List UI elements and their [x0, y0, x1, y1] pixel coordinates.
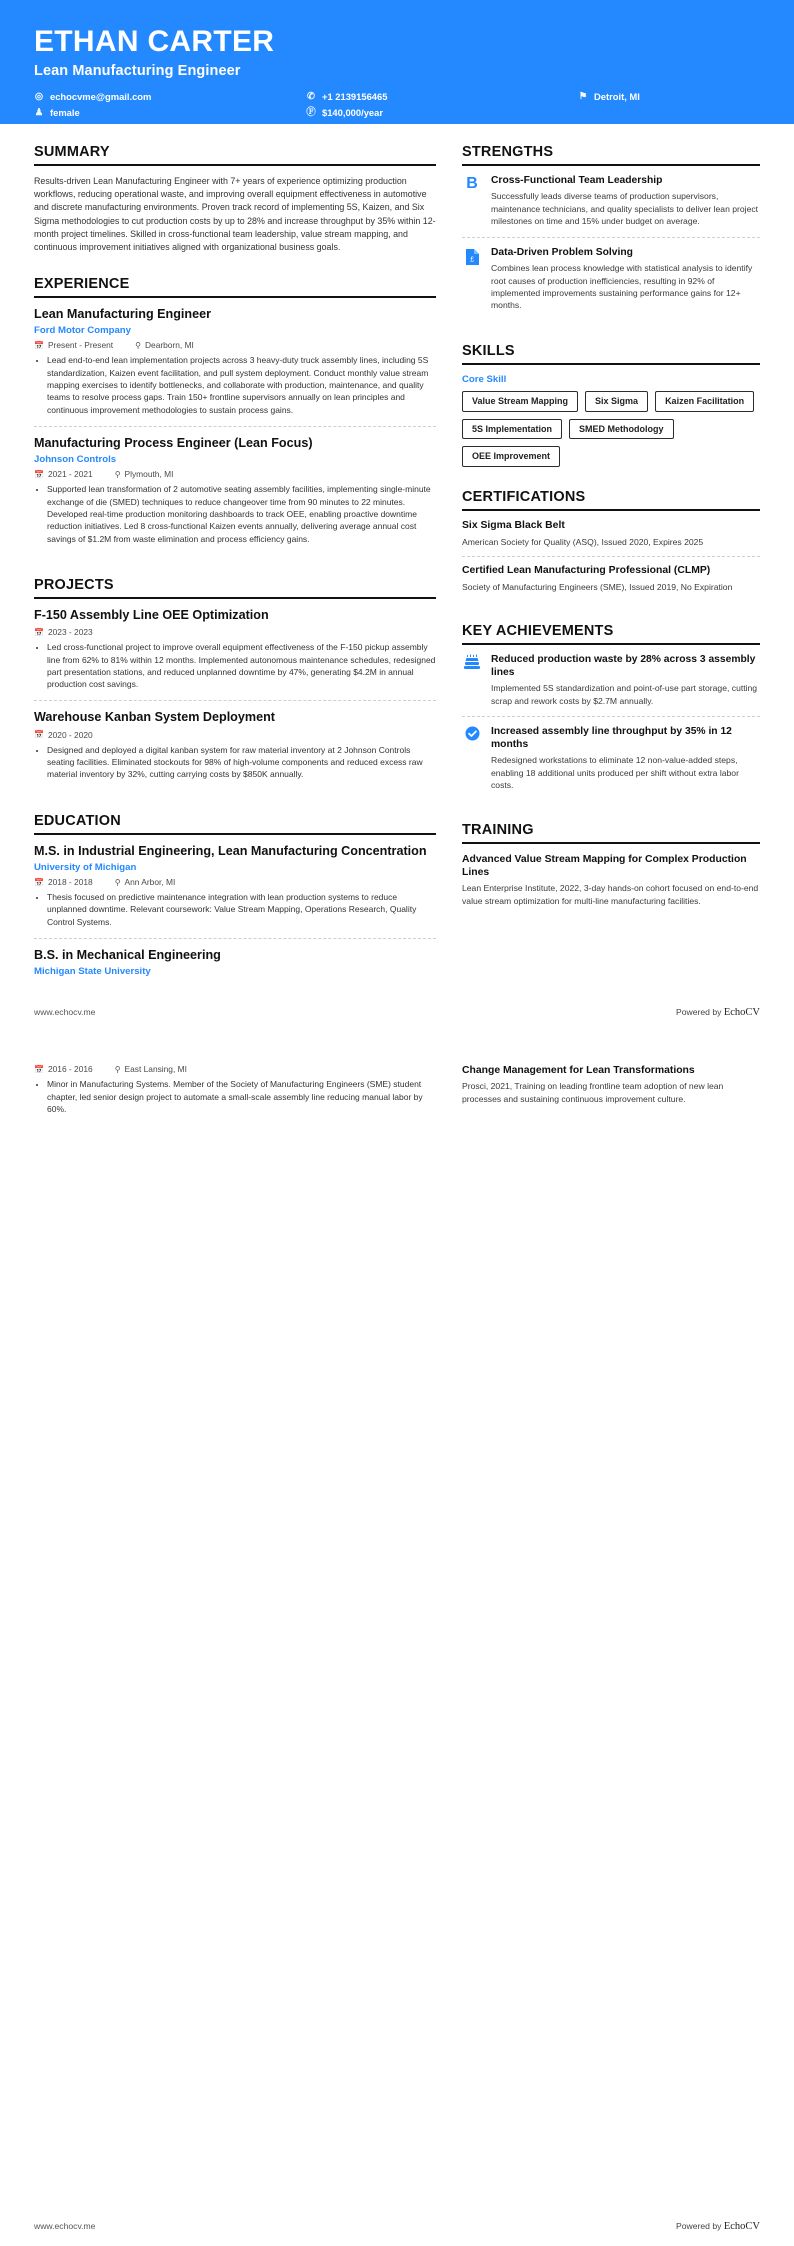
training-name: Change Management for Lean Transformations: [462, 1065, 695, 1077]
resume-body: [0, 124, 794, 985]
certification-item: [462, 520, 760, 556]
experience-meta: [34, 340, 436, 350]
skills-chip-list: [462, 391, 760, 467]
experience-location: [115, 469, 174, 479]
footer-powered-by: [676, 2221, 760, 2232]
footer-website[interactable]: www.echocv.me: [34, 2221, 96, 2231]
education-bullet: • Minor in Manufacturing Systems. Member of the Society of Manufacturing Engineers (SME) student chapter, led senior design project to automate a small-scale assembly line reducing manual labor by 60%.: [47, 1078, 436, 1115]
project-dates: [34, 627, 93, 637]
experience-dates: [34, 469, 93, 479]
contact-phone[interactable]: [306, 92, 578, 102]
experience-location: [135, 340, 194, 350]
training-heading: TRAINING: [462, 822, 534, 839]
project-dates: [34, 730, 93, 740]
experience-divider: [34, 296, 436, 298]
certification-name: Six Sigma Black Belt: [462, 520, 565, 532]
calendar-icon: 📅: [34, 877, 44, 887]
contact-location: [578, 92, 760, 102]
skill-chip: 5S Implementation: [462, 419, 562, 440]
skill-chip: Value Stream Mapping: [462, 391, 578, 412]
summary-text: Results-driven Lean Manufacturing Engineer with 7+ years of experience optimizing production workflows, reducing operational waste, and improving overall equipment effectiveness in automotive and discrete manufacturing environments. Proven track record of implementing 5S, Kaizen, and Six Sigma methodologies to cut production costs by up to 28% and increase throughput by 35% within 12-month project timelines. Skilled in cross-functional team leadership, value stream mapping, and continuous improvement initiatives aligned with organizational business goals.: [34, 176, 436, 252]
achievement-title: Reduced production waste by 28% across 3 assembly lines: [491, 654, 756, 678]
projects-divider: [34, 597, 436, 599]
experience-location-value: Dearborn, MI: [145, 340, 194, 351]
location-icon: ⚲: [114, 1064, 121, 1074]
section-key-achievements: [462, 623, 760, 800]
contact-salary-value: $140,000/year: [322, 107, 383, 119]
email-icon: ◎: [34, 90, 44, 102]
footer-powered-prefix: Powered by: [676, 1007, 724, 1018]
strength-item: [462, 175, 760, 237]
section-projects: [34, 577, 436, 791]
training-item: [462, 1064, 760, 1113]
projects-heading: PROJECTS: [34, 576, 114, 593]
summary-divider: [34, 164, 436, 166]
education-location-value: East Lansing, MI: [124, 1064, 187, 1075]
phone-icon: ✆: [307, 90, 315, 102]
experience-item: [34, 426, 436, 555]
location-icon: ⚲: [114, 877, 121, 887]
education-dates: [34, 1064, 93, 1074]
skill-chip: Six Sigma: [585, 391, 648, 412]
project-item: [34, 700, 436, 790]
education-school: University of Michigan: [34, 862, 137, 874]
education-dates-value: 2016 - 2016: [47, 1064, 93, 1075]
location-icon: ⚲: [135, 340, 141, 350]
person-icon: ♟: [34, 107, 44, 118]
project-meta: [34, 730, 436, 740]
achievement-item: [462, 716, 760, 800]
calendar-icon: 📅: [34, 730, 44, 740]
project-bullets: [34, 744, 436, 781]
page-1-footer: [0, 1007, 794, 1018]
experience-bullet: • Lead end-to-end lean implementation projects across 3 heavy-duty truck assembly lines, including 5S standardization, Kaizen event facilitation, and pull system deployment. Conduct monthly value stream mapping exercises to identify bottlenecks, and collaborate with production, maintenance, and quality teams to resolve process gaps. Train 150+ frontline supervisors annually on lean principles and continuous improvement methodologies to sustain process gains.: [47, 354, 436, 416]
education-divider: [34, 833, 436, 835]
experience-heading: EXPERIENCE: [34, 276, 130, 293]
key-achievements-heading: KEY ACHIEVEMENTS: [462, 623, 614, 640]
document-chart-icon: [462, 247, 482, 267]
skills-divider: [462, 363, 760, 365]
summary-heading: SUMMARY: [34, 144, 110, 160]
contact-phone-value: +1 2139156465: [322, 90, 388, 102]
certifications-heading: CERTIFICATIONS: [462, 489, 586, 506]
page-2-footer: [0, 2221, 794, 2232]
skill-chip: Kaizen Facilitation: [655, 391, 754, 412]
experience-role: Lean Manufacturing Engineer: [34, 307, 212, 322]
experience-role: Manufacturing Process Engineer (Lean Focus): [34, 435, 313, 450]
strength-item: [462, 237, 760, 321]
project-name: Warehouse Kanban System Deployment: [34, 710, 275, 725]
footer-website[interactable]: www.echocv.me: [34, 1007, 96, 1018]
experience-location-value: Plymouth, MI: [124, 469, 174, 480]
footer-powered-by: [676, 1007, 760, 1018]
resume-page-1: [0, 0, 794, 1018]
education-location-value: Ann Arbor, MI: [124, 877, 176, 888]
section-summary: [34, 144, 436, 254]
skill-chip: OEE Improvement: [462, 446, 560, 467]
education-school: Michigan State University: [34, 966, 151, 978]
letter-b-icon: B: [466, 175, 478, 192]
achievement-item: [462, 654, 760, 716]
certification-item: [462, 556, 760, 601]
achievement-title: Increased assembly line throughput by 35% in 12 months: [491, 726, 732, 750]
education-item-continued: [34, 1064, 436, 1125]
education-dates: [34, 877, 93, 887]
experience-dates-value: 2021 - 2021: [47, 469, 93, 480]
location-icon: ⚑: [578, 90, 588, 102]
section-training: [462, 822, 760, 915]
strength-description: Combines lean process knowledge with statistical analysis to identify root causes of production inefficiencies, resulting in 92% of implemented improvements sustaining performance gains for 12+ months.: [491, 263, 753, 311]
experience-dates: [34, 340, 113, 350]
training-description: Prosci, 2021, Training on leading frontline team adoption of new lean processes and sustaining continuous improvement culture.: [462, 1081, 724, 1104]
education-bullet: • Thesis focused on predictive maintenance integration with lean production systems to reduce unplanned downtime. Relevant coursework: Value Stream Mapping, Operations Research, Quality Control Systems.: [47, 891, 436, 928]
education-dates-value: 2018 - 2018: [47, 877, 93, 888]
experience-bullet: • Supported lean transformation of 2 automotive seating assembly facilities, implementing single-minute exchange of die (SMED) techniques to reduce changeover time from 90 minutes to 22 minutes. Developed real-time production monitoring dashboards to track OEE, enabling proactive downtime reduction initiatives. Led 8 cross-functional Kaizen events annually, delivering average annual cost savings of $1.2M from waste elimination and process efficiency gains.: [47, 483, 436, 545]
candidate-job-title: Lean Manufacturing Engineer: [34, 62, 241, 79]
key-achievements-divider: [462, 643, 760, 645]
education-bullets: [34, 891, 436, 928]
experience-item: [34, 307, 436, 426]
resume-page-2: [0, 1064, 794, 2246]
left-column-page-2: [34, 1064, 436, 1125]
calendar-icon: 📅: [34, 340, 44, 350]
calendar-icon: 📅: [34, 469, 44, 479]
project-name: F-150 Assembly Line OEE Optimization: [34, 607, 269, 622]
section-experience: [34, 276, 436, 555]
education-meta: [34, 1064, 436, 1074]
project-bullets: [34, 641, 436, 690]
education-item: [34, 938, 436, 985]
contact-gender: [34, 108, 306, 118]
education-item: [34, 844, 436, 938]
skills-heading: SKILLS: [462, 342, 515, 359]
experience-bullets: [34, 354, 436, 416]
contact-gender-value: female: [50, 107, 80, 119]
location-icon: ⚲: [114, 469, 121, 479]
certification-meta: American Society for Quality (ASQ), Issued 2020, Expires 2025: [462, 536, 704, 547]
contact-email[interactable]: [34, 92, 306, 102]
education-degree: B.S. in Mechanical Engineering: [34, 948, 221, 963]
layered-cake-icon: [462, 654, 482, 672]
resume-header: [0, 0, 794, 124]
salary-icon: Ⓕ: [306, 107, 316, 118]
strength-title: Data-Driven Problem Solving: [491, 246, 633, 258]
right-column-page-2: [462, 1064, 760, 1113]
achievement-description: Redesigned workstations to eliminate 12 non-value-added steps, enabling 18 additional units produced per shift without extra labor costs.: [491, 755, 739, 791]
strength-title: Cross-Functional Team Leadership: [491, 175, 663, 186]
experience-dates-value: Present - Present: [47, 340, 114, 351]
training-divider: [462, 842, 760, 844]
section-skills: [462, 343, 760, 467]
contact-location-value: Detroit, MI: [594, 90, 640, 102]
section-strengths: [462, 144, 760, 321]
education-degree: M.S. in Industrial Engineering, Lean Manufacturing Concentration: [34, 843, 427, 858]
experience-company: Johnson Controls: [34, 454, 117, 466]
strengths-heading: STRENGTHS: [462, 144, 554, 160]
skills-group-label: Core Skill: [462, 373, 507, 385]
check-circle-icon: [462, 726, 482, 744]
strengths-divider: [462, 164, 760, 166]
certification-name: Certified Lean Manufacturing Professional (CLMP): [462, 565, 711, 577]
footer-brand: EchoCV: [723, 1007, 760, 1019]
section-certifications: [462, 489, 760, 601]
certification-meta: Society of Manufacturing Engineers (SME), Issued 2019, No Expiration: [462, 581, 733, 592]
project-dates-value: 2020 - 2020: [47, 729, 93, 740]
skill-chip: SMED Methodology: [569, 419, 674, 440]
left-column: [34, 124, 436, 985]
education-heading: EDUCATION: [34, 812, 121, 829]
right-column: [462, 124, 760, 915]
contact-email-value: echocvme@gmail.com: [50, 90, 152, 102]
experience-bullets: [34, 483, 436, 545]
footer-powered-prefix: Powered by: [676, 2221, 724, 2231]
project-dates-value: 2023 - 2023: [47, 627, 93, 638]
project-bullet: • Led cross-functional project to improve overall equipment effectiveness of the F-150 pickup assembly line from 62% to 81% within 12 months. Implemented autonomous maintenance schedules, redesigned part presentation stations, and reduced unplanned downtime by 47%, generating $4.2M in annual production cost savings.: [47, 641, 436, 690]
training-name: Advanced Value Stream Mapping for Complex Production Lines: [462, 854, 747, 879]
education-location: [115, 877, 176, 887]
achievement-description: Implemented 5S standardization and point-of-use part storage, cutting scrap and rework costs by $2.7M annually.: [491, 683, 758, 706]
section-education: [34, 813, 436, 986]
project-item: [34, 608, 436, 701]
strength-description: Successfully leads diverse teams of production supervisors, maintenance technicians, and quality specialists to deliver lean project milestones on time and 15% under budget on average.: [491, 191, 759, 227]
candidate-name: ETHAN CARTER: [34, 25, 275, 58]
project-meta: [34, 627, 436, 637]
page-break-gap: [0, 1018, 794, 1064]
experience-meta: [34, 469, 436, 479]
contact-info: [34, 92, 760, 118]
education-location: [115, 1064, 187, 1074]
calendar-icon: 📅: [34, 1064, 44, 1074]
certifications-divider: [462, 509, 760, 511]
experience-company: Ford Motor Company: [34, 325, 131, 337]
contact-salary: [306, 108, 578, 118]
svg-text:£: £: [469, 256, 474, 264]
education-bullets: [34, 1078, 436, 1115]
training-item: [462, 853, 760, 915]
resume-body-page-2: [0, 1064, 794, 1125]
calendar-icon: 📅: [34, 627, 44, 637]
training-description: Lean Enterprise Institute, 2022, 3-day hands-on cohort focused on end-to-end value stream optimization for multi-line manufacturing facilities.: [462, 883, 759, 906]
project-bullet: • Designed and deployed a digital kanban system for raw material inventory at 2 Johnson Controls seating facilities. Eliminated stockouts for 98% of high-volume components and reduced excess raw material inventory by 32%, cutting carrying costs by $850K annually.: [47, 744, 436, 781]
education-meta: [34, 877, 436, 887]
footer-brand: EchoCV: [723, 2221, 760, 2232]
